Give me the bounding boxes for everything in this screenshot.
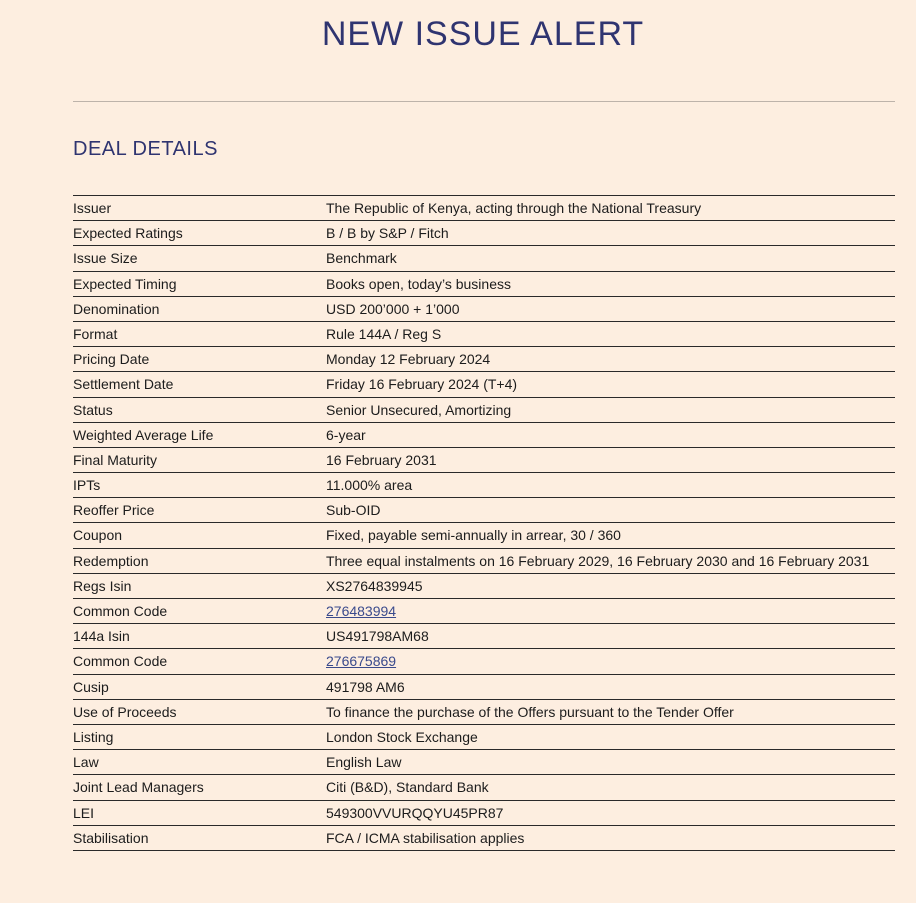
table-row-lei xyxy=(73,800,895,825)
row-value: Three equal instalments on 16 February 2029, 16 February 2030 and 16 February 2031 xyxy=(326,552,870,569)
row-value: Rule 144A / Reg S xyxy=(326,325,442,342)
common-code-link[interactable]: 276675869 xyxy=(326,653,397,670)
table-row-common-code-144a xyxy=(73,648,895,673)
row-label: IPTs xyxy=(73,477,101,494)
table-row-issue-size xyxy=(73,245,895,270)
table-row-weighted-average-life xyxy=(73,422,895,447)
table-row-final-maturity xyxy=(73,447,895,472)
row-label: Pricing Date xyxy=(73,351,150,368)
row-value: To finance the purchase of the Offers pursuant to the Tender Offer xyxy=(326,703,734,720)
table-row-redemption xyxy=(73,548,895,573)
row-value: 6-year xyxy=(326,426,366,443)
row-label: Coupon xyxy=(73,527,123,544)
row-label: 144a Isin xyxy=(73,628,130,645)
row-value: FCA / ICMA stabilisation applies xyxy=(326,829,525,846)
table-row-common-code-regs xyxy=(73,598,895,623)
row-label: Redemption xyxy=(73,552,149,569)
row-value: Fixed, payable semi-annually in arrear, 30 / 360 xyxy=(326,527,621,544)
table-row-format xyxy=(73,321,895,346)
row-label: Weighted Average Life xyxy=(73,426,214,443)
table-row-use-of-proceeds xyxy=(73,699,895,724)
table-row-status xyxy=(73,397,895,422)
row-value: USD 200’000 + 1’000 xyxy=(326,300,460,317)
row-label: Cusip xyxy=(73,678,109,695)
row-value: Citi (B&D), Standard Bank xyxy=(326,779,489,796)
row-label: LEI xyxy=(73,804,95,821)
row-label: Issue Size xyxy=(73,250,138,267)
row-value: US491798AM68 xyxy=(326,628,429,645)
row-value: 549300VVURQQYU45PR87 xyxy=(326,804,504,821)
section-title: DEAL DETAILS xyxy=(73,138,218,160)
table-row-expected-timing xyxy=(73,271,895,296)
row-value: Friday 16 February 2024 (T+4) xyxy=(326,376,518,393)
deal-details-table xyxy=(73,195,895,851)
table-row-settlement-date xyxy=(73,371,895,396)
table-row-law xyxy=(73,749,895,774)
table-row-cusip xyxy=(73,674,895,699)
row-value: Monday 12 February 2024 xyxy=(326,351,491,368)
row-label: Listing xyxy=(73,728,114,745)
table-row-stabilisation xyxy=(73,825,895,851)
row-value: Benchmark xyxy=(326,250,397,267)
row-label: Status xyxy=(73,401,113,418)
row-value: Books open, today’s business xyxy=(326,275,511,292)
row-label: Issuer xyxy=(73,200,112,216)
row-value: English Law xyxy=(326,754,402,771)
title-divider xyxy=(73,101,895,102)
row-value: London Stock Exchange xyxy=(326,728,478,745)
table-row-reoffer-price xyxy=(73,497,895,522)
table-row-listing xyxy=(73,724,895,749)
row-value: Sub-OID xyxy=(326,502,381,519)
page-title: NEW ISSUE ALERT xyxy=(321,15,645,53)
table-row-regs-isin xyxy=(73,573,895,598)
row-label: Regs Isin xyxy=(73,577,132,594)
row-value: XS2764839945 xyxy=(326,577,423,594)
row-value: 491798 AM6 xyxy=(326,678,405,695)
row-label: Expected Ratings xyxy=(73,225,183,242)
row-label: Settlement Date xyxy=(73,376,174,393)
table-row-expected-ratings xyxy=(73,220,895,245)
table-row-joint-lead-managers xyxy=(73,774,895,799)
row-label: Stabilisation xyxy=(73,829,149,846)
row-label: Use of Proceeds xyxy=(73,703,177,720)
row-label: Expected Timing xyxy=(73,275,177,292)
row-label: Reoffer Price xyxy=(73,502,155,519)
row-value: 16 February 2031 xyxy=(326,451,437,468)
row-label: Format xyxy=(73,325,118,342)
table-row-denomination xyxy=(73,296,895,321)
row-value: Senior Unsecured, Amortizing xyxy=(326,401,512,418)
row-label: Common Code xyxy=(73,653,168,670)
table-row-issuer xyxy=(73,195,895,220)
row-value: The Republic of Kenya, acting through the National Treasury xyxy=(326,200,702,216)
row-label: Common Code xyxy=(73,603,168,619)
row-label: Final Maturity xyxy=(73,451,158,468)
common-code-link[interactable]: 276483994 xyxy=(326,603,397,619)
table-row-ipts xyxy=(73,472,895,497)
row-value: 11.000% area xyxy=(326,477,413,494)
row-value: B / B by S&P / Fitch xyxy=(326,225,449,242)
row-label: Law xyxy=(73,754,99,771)
table-row-144a-isin xyxy=(73,623,895,648)
table-row-pricing-date xyxy=(73,346,895,371)
row-label: Denomination xyxy=(73,300,160,317)
table-row-coupon xyxy=(73,522,895,547)
row-label: Joint Lead Managers xyxy=(73,779,204,796)
